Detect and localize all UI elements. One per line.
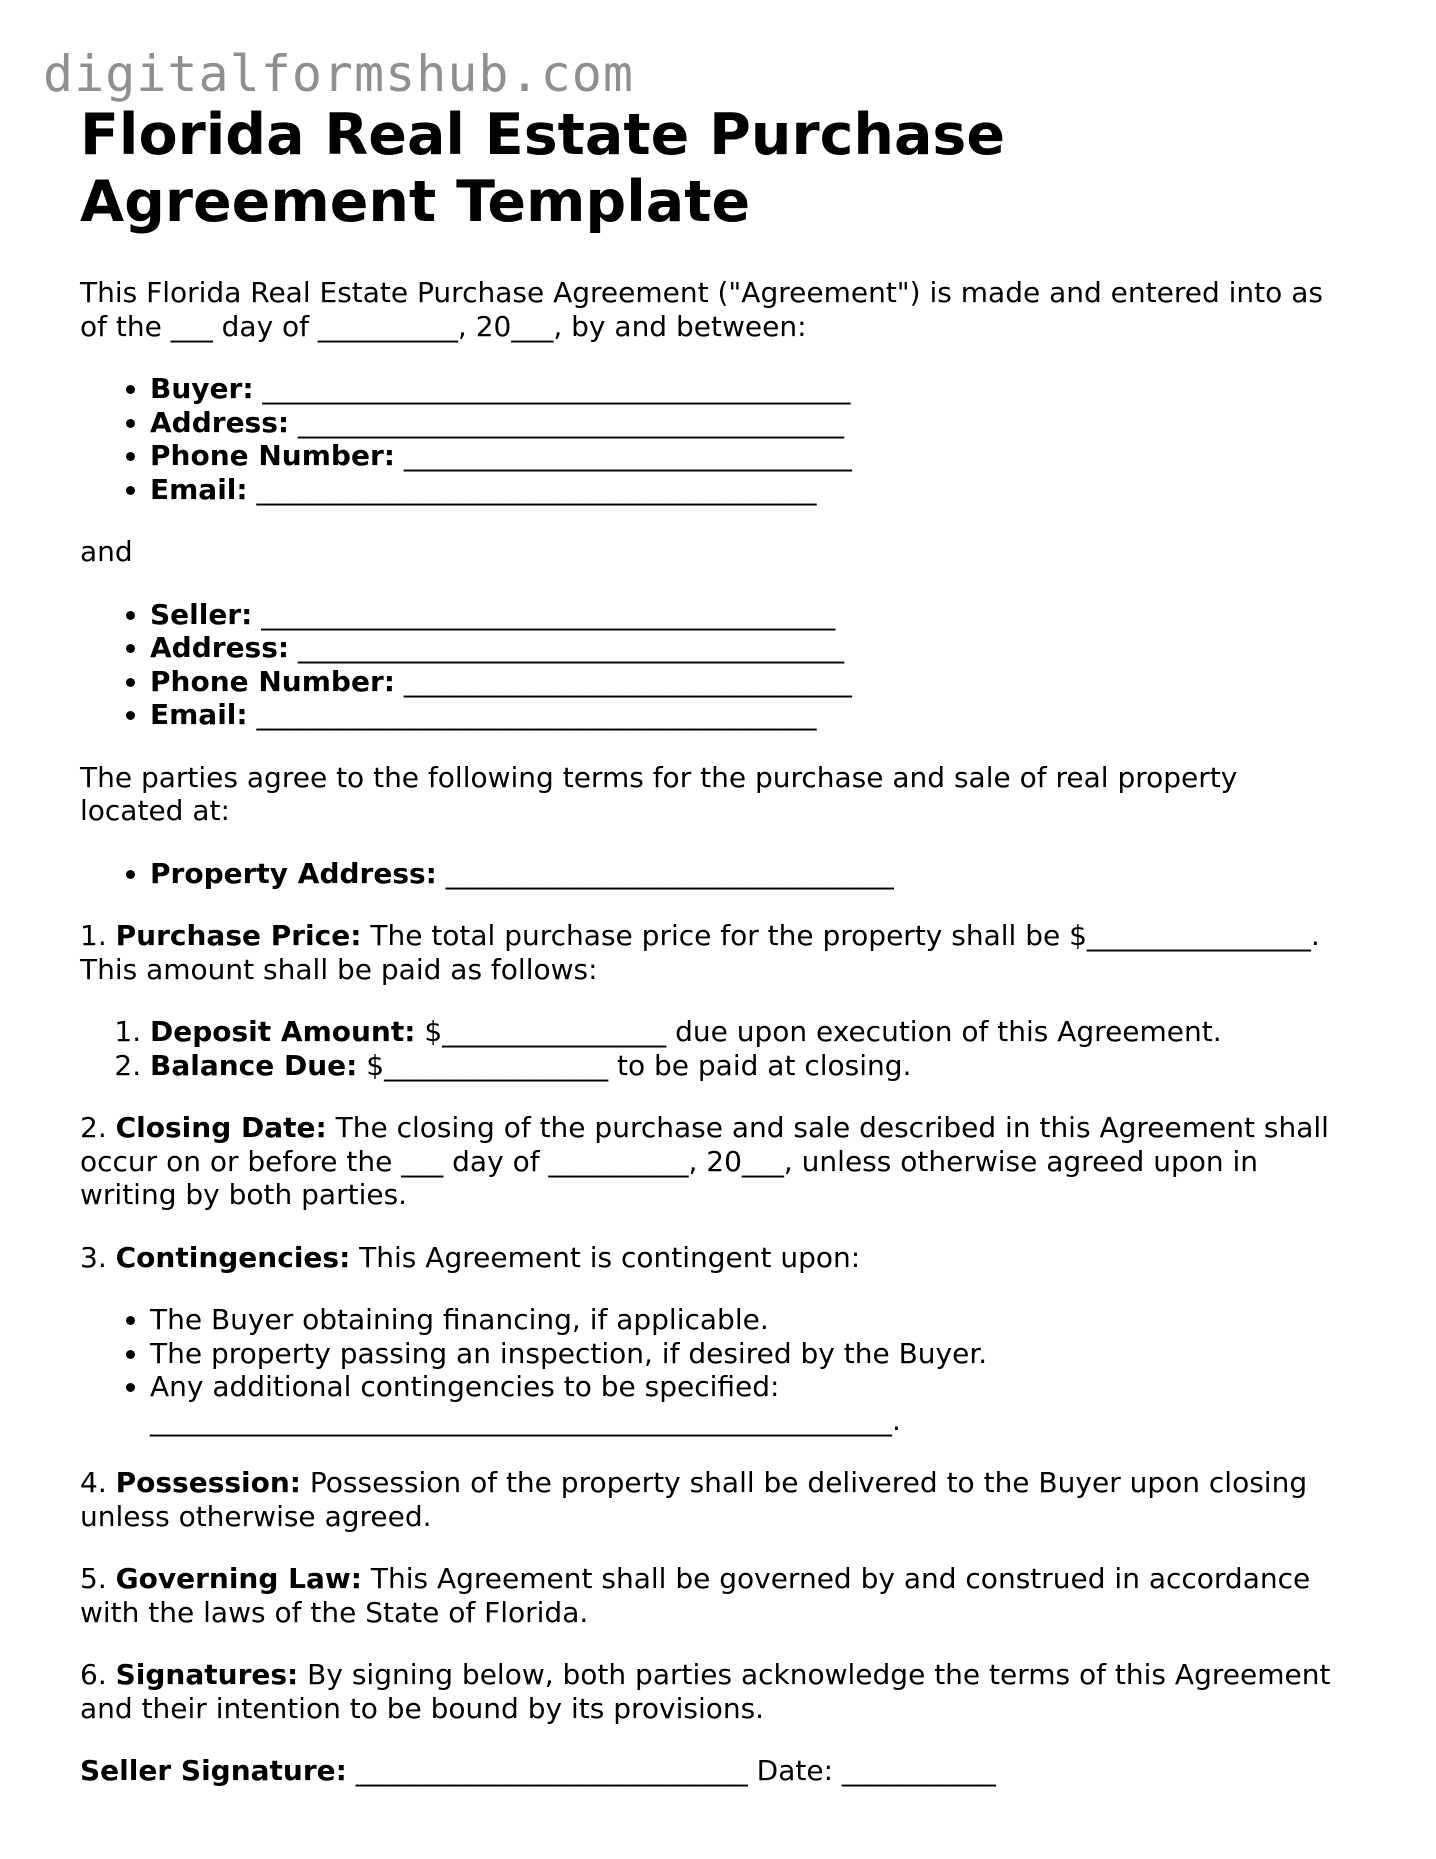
buyer-phone-field[interactable]: [150, 439, 1370, 473]
buyer-address-field[interactable]: [150, 406, 1370, 440]
section-closing-date: [80, 1111, 1370, 1212]
section-text: Possession of the property shall be delivered to the Buyer upon closing: [301, 1466, 1308, 1499]
seller-signature-blank: ____________________________: [346, 1754, 748, 1787]
section-number: 3.: [80, 1240, 107, 1274]
field-label: Balance Due:: [150, 1048, 358, 1082]
list-item-with-blank[interactable]: [150, 1370, 1370, 1437]
intro-line-1: This Florida Real Estate Purchase Agreement ("Agreement") is made and entered into as: [80, 276, 1323, 309]
intro-line-2: of the ___ day of __________, 20___, by and between:: [80, 309, 807, 343]
field-label: Email:: [150, 698, 248, 731]
section-text: and their intention to be bound by its provisions.: [80, 1691, 765, 1725]
field-label: Phone Number:: [150, 664, 395, 698]
payment-list: [80, 1015, 1370, 1082]
contingencies-blank: _____________________________________________________.: [150, 1403, 901, 1437]
seller-phone-field[interactable]: [150, 665, 1370, 699]
balance-due-field[interactable]: [150, 1049, 1370, 1083]
section-possession: [80, 1466, 1370, 1533]
field-text: $________________ to be paid at closing.: [357, 1048, 912, 1082]
field-blank: _________________________________________: [252, 597, 836, 631]
section-number: 5.: [80, 1562, 107, 1595]
document-page: [80, 102, 1370, 1788]
field-label: Property Address:: [150, 856, 437, 890]
field-text: $________________ due upon execution of this Agreement.: [415, 1015, 1222, 1048]
field-blank: __________________________________________: [253, 372, 851, 405]
field-blank: ________________________________________: [247, 472, 817, 506]
section-number: 1.: [80, 919, 107, 952]
section-signatures: [80, 1658, 1370, 1725]
list-item: • The Buyer obtaining financing, if applicable.: [150, 1303, 1370, 1337]
field-label: Address:: [150, 405, 290, 439]
section-text: unless otherwise agreed.: [80, 1499, 432, 1533]
section-text: writing by both parties.: [80, 1178, 408, 1211]
section-text: The total purchase price for the property shall be $________________.: [361, 919, 1320, 952]
seller-signature-label: Seller Signature:: [80, 1754, 347, 1787]
buyer-email-field[interactable]: [150, 473, 1370, 507]
list-item: • The property passing an inspection, if desired by the Buyer.: [150, 1337, 1370, 1371]
section-heading: Signatures:: [115, 1658, 299, 1691]
watermark: digitalformshub.com: [43, 45, 634, 103]
document-title: [80, 102, 1370, 236]
buyer-name-field[interactable]: [150, 372, 1370, 406]
section-number: 2.: [80, 1111, 107, 1144]
section-text: By signing below, both parties acknowledge the terms of this Agreement: [298, 1658, 1331, 1691]
section-contingencies: [80, 1241, 1370, 1275]
title-line-1: Florida Real Estate Purchase: [80, 102, 1005, 168]
field-blank: ________________________________: [394, 664, 852, 698]
date-field: Date: ___________: [747, 1754, 996, 1787]
list-item-text: Any additional contingencies to be specified:: [150, 1370, 780, 1403]
title-line-2: Agreement Template: [80, 169, 751, 235]
contingencies-list: [80, 1303, 1370, 1437]
seller-address-field[interactable]: [150, 631, 1370, 665]
property-address-field[interactable]: [150, 857, 1370, 891]
section-text: occur on or before the ___ day of __________, 20___, unless otherwise agreed upon in: [80, 1144, 1259, 1178]
section-text: This Agreement shall be governed by and construed in accordance: [361, 1562, 1311, 1595]
section-number: 4.: [80, 1466, 107, 1499]
field-blank: ________________________________: [394, 439, 852, 472]
section-heading: Contingencies:: [115, 1240, 351, 1274]
section-text: The closing of the purchase and sale described in this Agreement shall: [326, 1111, 1329, 1144]
field-label: Deposit Amount:: [150, 1015, 416, 1048]
seller-signature-line[interactable]: [80, 1754, 1370, 1788]
field-blank: _______________________________________: [289, 405, 844, 439]
section-text: This amount shall be paid as follows:: [80, 952, 598, 986]
property-list: [80, 857, 1370, 891]
field-blank: ________________________________________: [247, 698, 817, 731]
parties-line-1: The parties agree to the following terms for the purchase and sale of real property: [80, 760, 1238, 794]
section-text: This Agreement is contingent upon:: [350, 1240, 861, 1274]
section-heading: Governing Law:: [115, 1562, 362, 1595]
parties-line-2: located at:: [80, 794, 230, 827]
intro-paragraph: [80, 276, 1370, 343]
field-blank: _______________________________________: [289, 631, 844, 664]
section-text: with the laws of the State of Florida.: [80, 1595, 589, 1629]
field-label: Seller:: [150, 597, 253, 631]
seller-name-field[interactable]: [150, 598, 1370, 632]
section-purchase-price: [80, 919, 1370, 986]
field-label: Phone Number:: [150, 439, 395, 472]
deposit-amount-field[interactable]: [150, 1015, 1370, 1049]
parties-paragraph: [80, 761, 1370, 828]
section-governing-law: [80, 1562, 1370, 1629]
section-heading: Possession:: [115, 1466, 302, 1499]
and-text: and: [80, 535, 133, 568]
field-label: Buyer:: [150, 372, 254, 405]
section-number: 6.: [80, 1658, 107, 1691]
section-heading: Closing Date:: [115, 1111, 327, 1144]
section-heading: Purchase Price:: [115, 919, 362, 952]
buyer-fields-list: [80, 372, 1370, 506]
seller-fields-list: [80, 598, 1370, 732]
field-label: Address:: [150, 631, 290, 664]
field-blank: ________________________________: [436, 856, 894, 890]
seller-email-field[interactable]: [150, 698, 1370, 732]
field-label: Email:: [150, 472, 248, 506]
